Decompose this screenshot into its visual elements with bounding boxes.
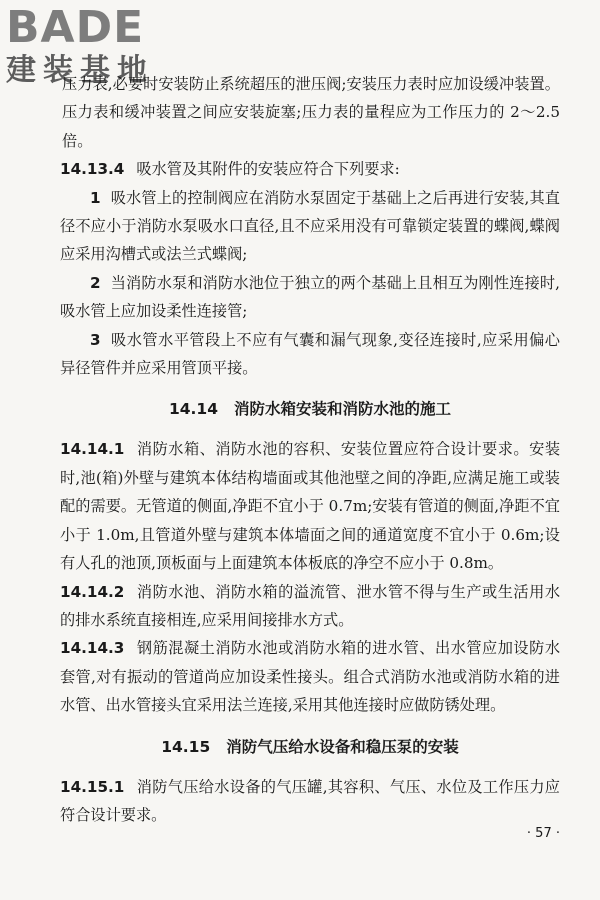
item-number: 2 <box>90 273 101 292</box>
clause-14-13-4 <box>60 155 560 183</box>
clause-14-15-1 <box>60 773 560 830</box>
item-number: 3 <box>90 330 101 349</box>
list-item <box>60 269 560 326</box>
clause-text: 消防水池、消防水箱的溢流管、泄水管不得与生产或生活用水的排水系统直接相连,应采用间接排水方式。 <box>60 582 560 629</box>
item-number: 1 <box>90 188 101 207</box>
clause-text: 消防气压给水设备的气压罐,其容积、气压、水位及工作压力应符合设计要求。 <box>60 777 560 824</box>
clause-number: 14.14.1 <box>60 440 125 459</box>
item-text: 吸水管水平管段上不应有气囊和漏气现象,变径连接时,应采用偏心异径管件并应采用管顶平接。 <box>60 330 560 378</box>
clause-14-14-3 <box>60 634 560 719</box>
clause-number: 14.15.1 <box>60 777 125 796</box>
clause-14-14-1 <box>60 435 560 577</box>
page-number: · 57 · <box>526 826 560 841</box>
list-item <box>60 326 560 383</box>
clause-number: 14.14.2 <box>60 582 125 601</box>
section-title: 消防气压给水设备和稳压泵的安装 <box>226 736 459 756</box>
section-heading-14-14 <box>60 395 560 423</box>
item-text: 吸水管上的控制阀应在消防水泵固定于基础上之后再进行安装,其直径不应小于消防水泵吸水口直径,且不应采用没有可靠锁定装置的蝶阀,蝶阀应采用沟槽式或法兰式蝶阀; <box>60 188 560 264</box>
section-number: 14.14 <box>168 400 218 419</box>
section-number: 14.15 <box>161 737 211 756</box>
clause-number: 14.13.4 <box>60 160 125 179</box>
clause-number: 14.14.3 <box>60 639 125 658</box>
section-heading-14-15 <box>60 733 560 761</box>
intro-paragraph: 压力表,必要时安装防止系统超压的泄压阀;安装压力表时应加设缓冲装置。压力表和缓冲装置之间应安装旋塞;压力表的量程应为工作压力的 2～2.5 倍。 <box>62 75 560 150</box>
clause-14-14-2 <box>60 578 560 635</box>
item-text: 当消防水泵和消防水池位于独立的两个基础上且相互为刚性连接时,吸水管上应加设柔性连接管; <box>60 273 560 321</box>
logo-subtitle: 建装基地 <box>6 53 154 88</box>
list-item <box>60 184 560 269</box>
logo-brand: BADE <box>6 2 145 53</box>
section-title: 消防水箱安装和消防水池的施工 <box>234 399 452 419</box>
clause-text: 钢筋混凝土消防水池或消防水箱的进水管、出水管应加设防水套管,对有振动的管道尚应加设柔性接头。组合式消防水池或消防水箱的进水管、出水管接头宜采用法兰连接,采用其他连接时应做防锈处理。 <box>60 639 560 715</box>
page-content <box>60 70 560 829</box>
clause-text: 消防水箱、消防水池的容积、安装位置应符合设计要求。安装时,池(箱)外壁与建筑本体结构墙面或其他池壁之间的净距,应满足施工或装配的需要。无管道的侧面,净距不宜小于 0.7m;安装有管道的侧面,净距不宜小于 1.0m,且管道外壁与建筑本体墙面之间的通道宽度不宜小于 0.6m;设有人孔的池顶,顶板面与上面建筑本体板底的净空不应小于 0.8m。 <box>60 440 560 573</box>
clause-text: 吸水管及其附件的安装应符合下列要求: <box>136 160 400 179</box>
